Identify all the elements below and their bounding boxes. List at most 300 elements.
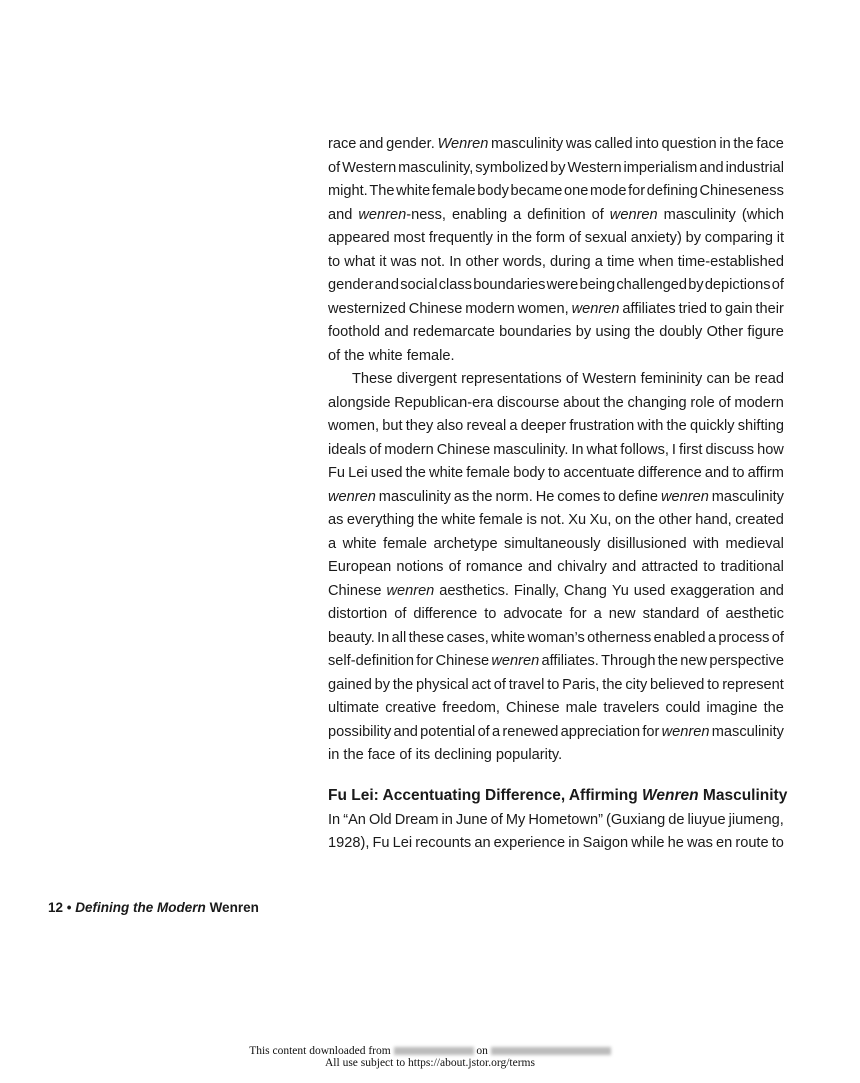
word: of — [493, 676, 506, 693]
text-line — [328, 697, 784, 721]
word: form — [535, 230, 566, 246]
word: doubly — [659, 324, 703, 340]
word: white — [429, 465, 464, 481]
word: Chinese — [328, 582, 382, 599]
word: perspective — [709, 653, 784, 669]
word: potential — [420, 723, 476, 740]
word: could — [665, 700, 701, 716]
word: new — [608, 606, 636, 622]
word: for — [416, 653, 434, 669]
word: Paris, — [562, 676, 600, 693]
text-line — [328, 650, 784, 674]
word: also — [436, 418, 464, 434]
running-footer — [48, 900, 259, 915]
word: in — [568, 835, 580, 851]
word: self-definition — [328, 653, 414, 669]
word: what — [344, 253, 376, 270]
word: to — [328, 253, 341, 270]
word: accentuate — [563, 465, 635, 481]
word: industrial — [725, 159, 784, 176]
word: a — [707, 629, 716, 646]
word: Other — [706, 324, 744, 340]
word: gender. — [386, 136, 435, 152]
word: simultaneously — [504, 535, 601, 552]
word: race — [328, 136, 357, 152]
word: modern — [734, 394, 784, 411]
word: of — [369, 441, 382, 458]
word: modern — [384, 441, 434, 458]
word: creative — [385, 700, 437, 716]
word: Chinese — [408, 300, 463, 317]
word: an — [474, 835, 491, 851]
word: discourse — [496, 394, 560, 411]
word: difference — [413, 606, 478, 622]
word: for — [569, 606, 587, 622]
word: using — [595, 324, 631, 340]
word: In — [571, 441, 584, 458]
word: female — [466, 465, 511, 481]
word: attracted — [641, 559, 699, 575]
text-line — [328, 274, 784, 298]
word: and — [393, 723, 418, 740]
word: white — [441, 512, 476, 528]
text-segment: in the face of its declining popularity. — [328, 747, 563, 763]
word: modern — [465, 300, 515, 317]
word: class — [438, 277, 472, 293]
word: standard — [642, 606, 700, 622]
word: In — [449, 253, 462, 270]
word: Fu — [328, 465, 346, 481]
word: as — [328, 512, 344, 528]
word: jiumeng, — [728, 811, 784, 828]
word: Saigon — [582, 835, 629, 851]
text-line — [328, 809, 784, 833]
word: tried — [678, 300, 707, 317]
word: mode — [590, 183, 627, 199]
word: otherness — [587, 629, 652, 646]
word: experience — [493, 835, 566, 851]
word: representations — [461, 371, 562, 387]
book-title-italic: Defining the Modern — [75, 900, 206, 915]
word: body — [477, 183, 509, 199]
word: read — [754, 371, 784, 387]
text-line — [328, 298, 784, 322]
word: of — [718, 394, 731, 411]
word: the — [417, 512, 439, 528]
word: disillusioned — [607, 535, 687, 552]
word: affirm — [747, 465, 784, 481]
word: wenren — [660, 488, 709, 505]
word: chivalry — [557, 559, 607, 575]
word: archetype — [433, 535, 498, 552]
text-line — [328, 227, 784, 251]
word: of — [771, 629, 784, 646]
word: masculinity — [378, 488, 451, 505]
word: The — [369, 183, 395, 199]
word: to — [484, 606, 497, 622]
word: travelers — [603, 700, 660, 716]
word: wenren — [571, 300, 620, 317]
word: Lei — [348, 465, 368, 481]
word: wenren — [328, 488, 376, 505]
word: women, — [328, 418, 380, 434]
word: possibility — [328, 723, 392, 740]
word: quickly — [689, 418, 735, 434]
word: is — [526, 512, 537, 528]
word: liuyue — [687, 811, 726, 828]
word: white — [342, 535, 377, 552]
redacted-timestamp — [491, 1047, 611, 1055]
word: and — [374, 277, 400, 293]
word: to — [547, 676, 560, 693]
word: comes — [557, 488, 601, 505]
word: In — [377, 629, 390, 646]
word: boundaries — [499, 324, 572, 340]
word: wenren — [609, 206, 658, 223]
word: these — [408, 629, 445, 646]
word: discuss — [705, 441, 755, 458]
text-line — [328, 580, 784, 604]
word: enabled — [653, 629, 706, 646]
word: social — [400, 277, 438, 293]
word: Chinese — [506, 700, 560, 716]
word: used — [633, 582, 666, 599]
word: define — [618, 488, 659, 505]
text-line — [328, 368, 784, 392]
word: and — [328, 206, 353, 223]
word: he — [667, 835, 684, 851]
word: everything — [346, 512, 415, 528]
word: gained — [328, 676, 372, 693]
word: gender — [328, 277, 374, 293]
word: by — [685, 230, 702, 246]
word: medieval — [725, 535, 784, 552]
word: believed — [650, 676, 705, 693]
terms-notice: All use subject to https://about.jstor.org/terms — [325, 1057, 535, 1069]
word: frustration — [569, 418, 635, 434]
word: might. — [328, 183, 368, 199]
word: gain — [724, 300, 753, 317]
word: symbolized — [475, 159, 549, 176]
word: Chinese — [435, 653, 490, 669]
word: freedom, — [442, 700, 500, 716]
text-line — [328, 721, 784, 745]
word: to — [732, 465, 745, 481]
word: 1928), — [328, 835, 370, 851]
word: Dream — [394, 811, 439, 828]
word: most — [393, 230, 426, 246]
text-line — [328, 509, 784, 533]
word: the — [657, 653, 679, 669]
word: the — [472, 488, 493, 505]
word: the — [511, 230, 533, 246]
word: westernized — [328, 300, 406, 317]
word: aesthetic — [725, 606, 784, 622]
word: In — [328, 811, 341, 828]
word: wenren — [386, 582, 435, 599]
text-line — [328, 180, 784, 204]
word: ideals — [328, 441, 367, 458]
word: the — [763, 700, 784, 716]
word: while — [631, 835, 665, 851]
word: traditional — [720, 559, 784, 575]
book-title-roman: Wenren — [209, 900, 259, 915]
word: exaggeration — [670, 582, 755, 599]
word: Republican-era — [394, 394, 494, 411]
text-line — [328, 533, 784, 557]
word: can — [706, 371, 731, 387]
word: role — [690, 394, 715, 411]
word: the — [603, 394, 624, 411]
word: female — [431, 183, 476, 199]
text-line — [328, 603, 784, 627]
word: comparing — [704, 230, 773, 246]
word: shifting — [737, 418, 784, 434]
word: of — [490, 811, 503, 828]
word: de — [668, 811, 685, 828]
word: was — [686, 835, 713, 851]
word: alongside — [328, 394, 391, 411]
word: femininity — [640, 371, 703, 387]
word: when — [638, 253, 674, 270]
word: time-established — [677, 253, 784, 270]
word: other — [465, 253, 499, 270]
word: how — [757, 441, 784, 458]
word: words, — [502, 253, 546, 270]
word: changing — [627, 394, 687, 411]
word: Yu — [611, 582, 629, 599]
text-line — [328, 415, 784, 439]
word: affiliates — [622, 300, 676, 317]
word: to — [771, 835, 784, 851]
word: were — [546, 277, 579, 293]
word: a — [491, 723, 501, 740]
heading-segment: Wenren — [642, 786, 699, 804]
word: be — [734, 371, 751, 387]
word: by — [374, 676, 391, 693]
word: frequently — [428, 230, 493, 246]
word: other — [658, 512, 692, 528]
word: en — [716, 835, 733, 851]
word: with — [637, 418, 664, 434]
word: white — [491, 629, 526, 646]
word: not. — [420, 253, 446, 270]
word: Wenren — [437, 136, 489, 152]
word: a — [513, 206, 522, 223]
word: travel — [508, 676, 545, 693]
word: beauty. — [328, 629, 375, 646]
word: wenren — [661, 723, 710, 740]
word: affiliates. — [541, 653, 599, 669]
text-segment: of the white female. — [328, 347, 455, 364]
word: European — [328, 559, 392, 575]
word: male — [565, 700, 598, 716]
text-line — [328, 157, 784, 181]
word: cases, — [446, 629, 489, 646]
word: reveal — [466, 418, 507, 434]
word: Chang — [563, 582, 607, 599]
word: June — [455, 811, 488, 828]
word: renewed — [502, 723, 559, 740]
word: and — [699, 159, 724, 176]
text-line — [328, 556, 784, 580]
download-on: on — [476, 1045, 488, 1057]
word: Hometown” — [528, 811, 603, 828]
word: challenged — [616, 277, 687, 293]
word: of — [477, 723, 490, 740]
word: represent — [722, 676, 784, 693]
section-heading — [328, 782, 788, 809]
text-line — [328, 486, 784, 510]
word: distortion — [328, 606, 388, 622]
word: face — [756, 136, 784, 152]
word: new — [680, 653, 708, 669]
word: Western — [567, 159, 622, 176]
word: appreciation — [560, 723, 641, 740]
word: by — [688, 277, 704, 293]
word: divergent — [396, 371, 457, 387]
word: to — [703, 559, 716, 575]
word: masculinity, — [398, 159, 474, 176]
word: became — [510, 183, 563, 199]
download-notice: This content downloaded from — [249, 1045, 391, 1057]
word: and — [611, 559, 637, 575]
word: wenren-ness, — [358, 206, 446, 223]
word: the — [405, 465, 426, 481]
text-line — [328, 204, 784, 228]
word: difference — [637, 465, 702, 481]
word: a — [593, 606, 602, 622]
word: act — [471, 676, 491, 693]
word: a — [328, 535, 337, 552]
word: anxiety) — [630, 230, 682, 246]
word: woman’s — [527, 629, 585, 646]
word: Through — [601, 653, 656, 669]
word: Xu, — [589, 512, 612, 528]
word: on — [614, 512, 632, 528]
word: of — [565, 371, 579, 387]
word: He — [535, 488, 555, 505]
word: masculinity — [663, 206, 736, 223]
word: to — [709, 300, 723, 317]
word: city — [625, 676, 648, 693]
word: masculinity — [490, 136, 564, 152]
word: but — [382, 418, 403, 434]
word: Western — [582, 371, 637, 387]
word: advocate — [503, 606, 563, 622]
word: and — [384, 324, 409, 340]
word: (Guxiang — [605, 811, 666, 828]
word: it — [379, 253, 387, 270]
word: female — [383, 535, 427, 552]
word: and — [359, 136, 384, 152]
word: route — [735, 835, 769, 851]
word: of — [568, 230, 582, 246]
word: in — [719, 136, 731, 152]
redacted-ip — [394, 1047, 474, 1055]
word: These — [352, 371, 393, 387]
word: time — [606, 253, 635, 270]
page-number: 12 — [48, 900, 64, 915]
word: physical — [415, 676, 469, 693]
text-line — [328, 439, 784, 463]
word: and — [759, 582, 784, 599]
word: the — [634, 512, 655, 528]
word: in — [441, 811, 453, 828]
word: of — [771, 277, 784, 293]
word: Fu — [372, 835, 390, 851]
word: to — [548, 465, 561, 481]
text-line — [328, 133, 784, 157]
word: in — [496, 230, 509, 246]
word: of — [591, 206, 604, 223]
word: the — [733, 136, 754, 152]
word: used — [370, 465, 403, 481]
word: first — [678, 441, 703, 458]
bullet: • — [66, 900, 72, 915]
word: imperialism — [623, 159, 698, 176]
text-line — [328, 345, 784, 369]
word: female — [479, 512, 523, 528]
word: to — [603, 488, 616, 505]
word: “An — [343, 811, 366, 828]
word: their — [755, 300, 784, 317]
word: definition — [527, 206, 586, 223]
word: of — [706, 606, 719, 622]
word: redemarcate — [412, 324, 495, 340]
word: a — [509, 418, 518, 434]
word: ultimate — [328, 700, 380, 716]
word: notions — [396, 559, 444, 575]
word: of — [328, 159, 341, 176]
word: Chineseness — [699, 183, 784, 199]
word: the — [392, 676, 414, 693]
word: for — [628, 183, 646, 199]
word: into — [635, 136, 659, 152]
word: the — [602, 676, 623, 693]
word: what — [586, 441, 618, 458]
word: was — [390, 253, 417, 270]
word: Lei — [392, 835, 413, 851]
word: Old — [368, 811, 392, 828]
word: and — [527, 559, 553, 575]
word: masculinity — [711, 723, 784, 740]
word: of — [448, 559, 461, 575]
word: defining — [646, 183, 698, 199]
word: Chinese — [436, 441, 491, 458]
word: Finally, — [513, 582, 560, 599]
word: of — [394, 606, 407, 622]
word: the — [666, 418, 687, 434]
body-text-column — [328, 133, 788, 856]
word: women, — [517, 300, 569, 317]
word: follows, — [620, 441, 669, 458]
text-line — [328, 674, 784, 698]
word: I — [671, 441, 676, 458]
word: (which — [741, 206, 784, 223]
word: appeared — [328, 230, 390, 246]
word: by — [550, 159, 566, 176]
word: Western — [342, 159, 397, 176]
word: by — [575, 324, 592, 340]
word: as — [453, 488, 470, 505]
word: to — [707, 676, 720, 693]
jstor-notice — [0, 1045, 860, 1069]
word: sexual — [584, 230, 627, 246]
text-line — [328, 832, 784, 856]
word: the — [634, 324, 655, 340]
word: for — [642, 723, 660, 740]
